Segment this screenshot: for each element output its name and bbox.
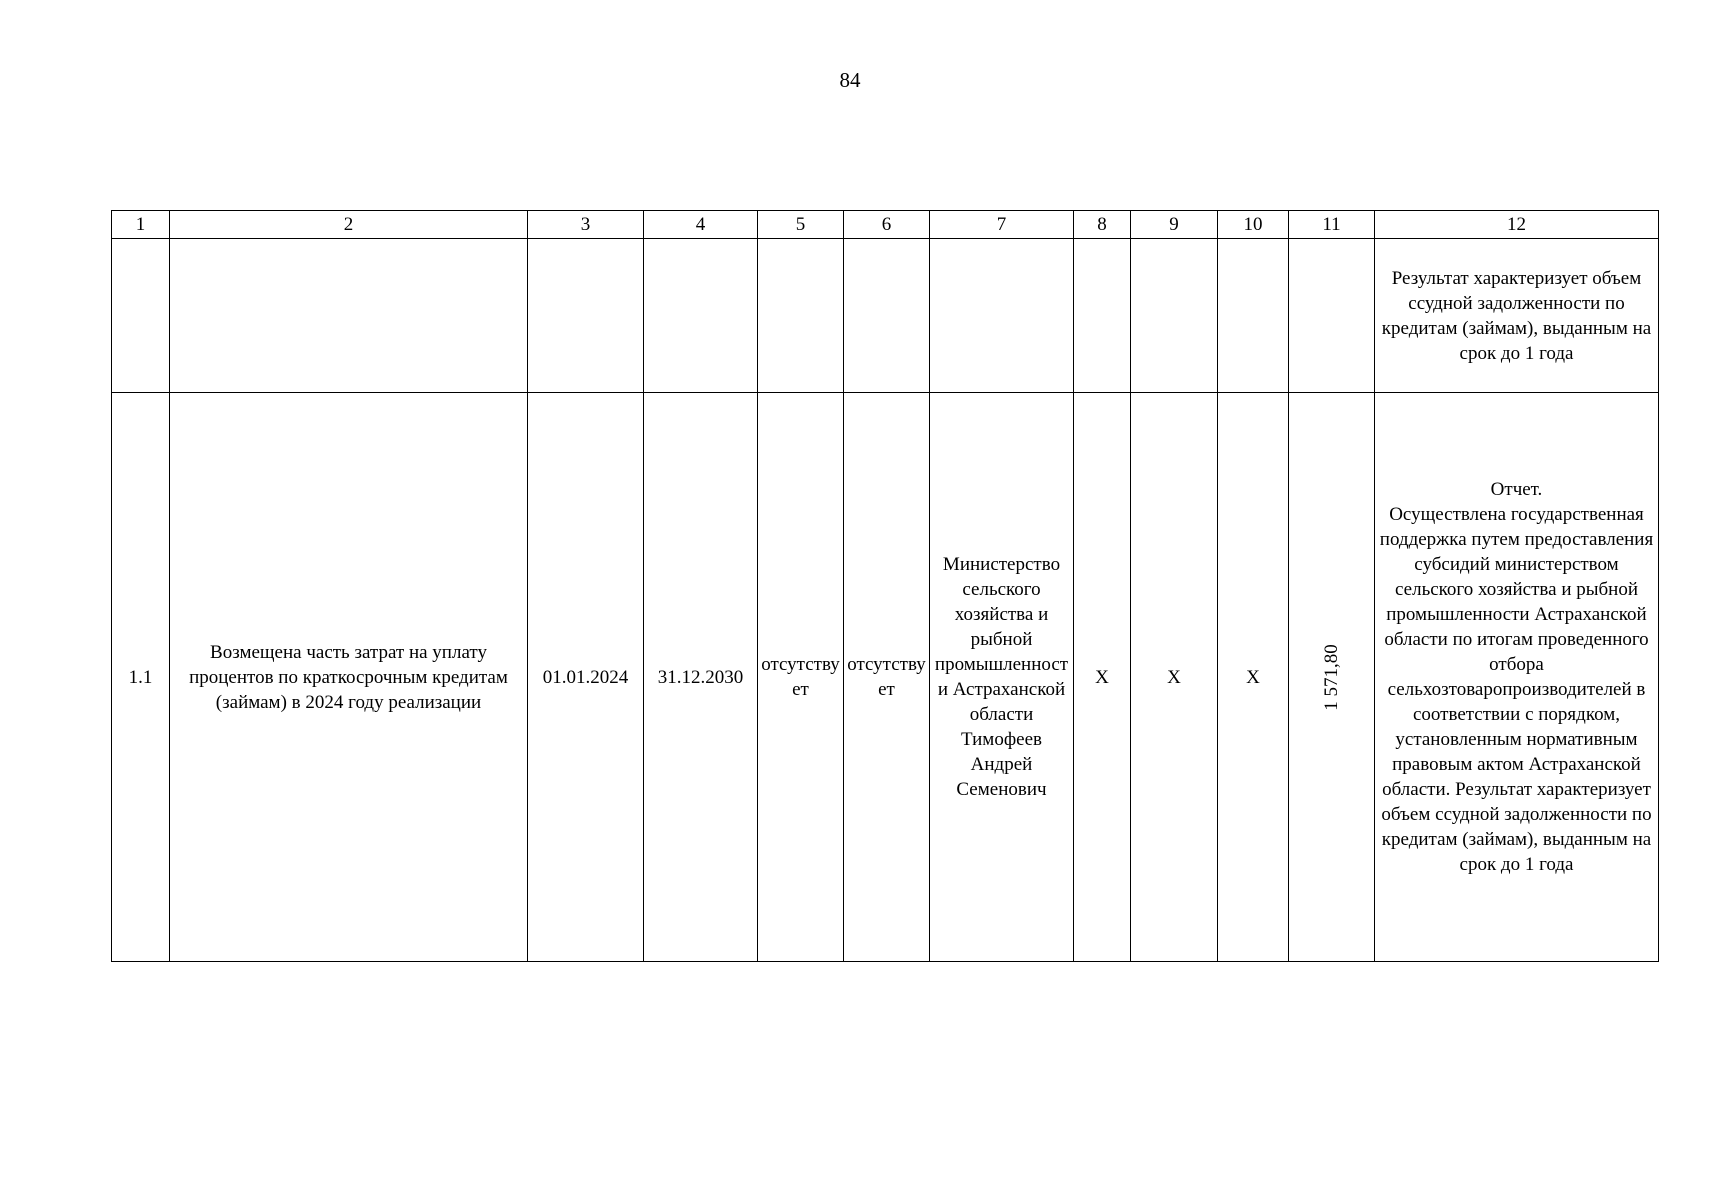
header-cell: 12 (1375, 211, 1659, 239)
cell-start-date (528, 239, 644, 393)
cell-description: Возмещена часть затрат на уплату процентов по краткосрочным кредитам (займам) в 2024 году реализации (170, 393, 528, 962)
header-cell: 2 (170, 211, 528, 239)
cell-col9 (1131, 239, 1218, 393)
cell-col5: отсутствует (758, 393, 844, 962)
cell-col9: X (1131, 393, 1218, 962)
cell-end-date (644, 239, 758, 393)
header-cell: 6 (844, 211, 930, 239)
cell-start-date: 01.01.2024 (528, 393, 644, 962)
header-cell: 9 (1131, 211, 1218, 239)
cell-number (112, 239, 170, 393)
cell-responsible: Министерство сельского хозяйства и рыбной промышленности Астраханской области Тимофеев Андрей Семенович (930, 393, 1074, 962)
header-cell: 7 (930, 211, 1074, 239)
header-cell: 5 (758, 211, 844, 239)
cell-result (1375, 393, 1659, 962)
cell-col6: отсутствует (844, 393, 930, 962)
cell-result: Результат характеризует объем ссудной задолженности по кредитам (займам), выданным на срок до 1 года (1375, 239, 1659, 393)
table-row (112, 239, 1659, 393)
table-header-row (112, 211, 1659, 239)
table-row (112, 393, 1659, 962)
cell-col5 (758, 239, 844, 393)
header-cell: 8 (1074, 211, 1131, 239)
cell-col10 (1218, 239, 1289, 393)
header-cell: 10 (1218, 211, 1289, 239)
header-cell: 4 (644, 211, 758, 239)
amount-value: 1 571,80 (1321, 643, 1342, 711)
header-cell: 1 (112, 211, 170, 239)
cell-number: 1.1 (112, 393, 170, 962)
cell-description (170, 239, 528, 393)
cell-col10: X (1218, 393, 1289, 962)
document-table (111, 210, 1659, 962)
cell-amount (1289, 393, 1375, 962)
header-cell: 3 (528, 211, 644, 239)
result-title: Отчет. (1490, 479, 1543, 500)
cell-amount (1289, 239, 1375, 393)
cell-col8: X (1074, 393, 1131, 962)
cell-end-date: 31.12.2030 (644, 393, 758, 962)
header-cell: 11 (1289, 211, 1375, 239)
result-text: Осуществлена государственная поддержка путем предоставления субсидий министерством сельского хозяйства и рыбной промышленности Астраханской области по итогам проведенного отбора сельхозтоваропроизводителей в соответствии с порядком, установленным нормативным правовым актом Астраханской области. Результат характеризует объем ссудной задолженности по кредитам (займам), выданным на срок до 1 года (1379, 504, 1654, 875)
page-number: 84 (839, 68, 861, 92)
cell-responsible (930, 239, 1074, 393)
cell-col6 (844, 239, 930, 393)
cell-col8 (1074, 239, 1131, 393)
